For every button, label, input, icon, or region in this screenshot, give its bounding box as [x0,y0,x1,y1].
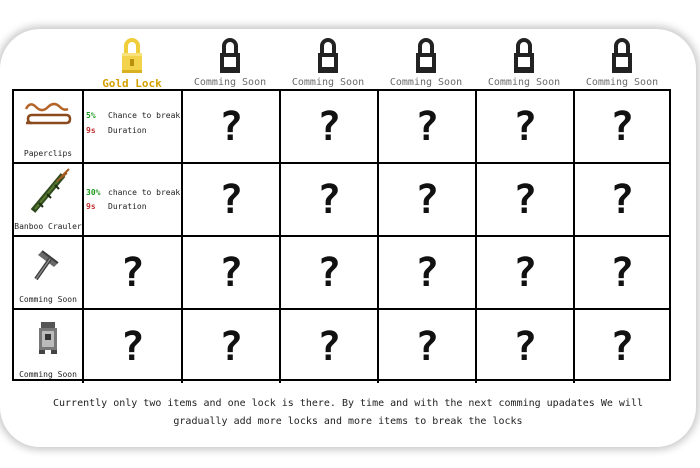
question-mark: ? [512,249,538,296]
unknown-cell [281,237,379,308]
locks-header [83,37,673,92]
black-lock-icon [414,37,438,75]
pickaxe-icon [28,245,68,285]
paperclip-icon [22,97,74,129]
black-lock-icon [512,37,536,75]
unknown-cell [281,91,379,162]
unknown-cell [379,91,477,162]
question-mark: ? [414,176,440,223]
unknown-cell [281,310,379,383]
chance-label: Chance to break [108,111,181,120]
grid-row [14,91,669,164]
black-lock-icon [316,37,340,75]
unknown-cell [477,310,575,383]
footer-line: gradually add more locks and more items to break the locks [173,416,523,427]
unknown-cell [379,237,477,308]
grid-row [14,237,669,310]
lock-column [377,37,475,92]
unknown-cell [477,91,575,162]
unknown-cell [477,164,575,235]
lock-label: Comming Soon [389,77,463,88]
item-name: Banboo Crauler [14,222,82,231]
lock-column-gold [83,37,181,92]
item-cell [14,164,84,235]
grid-row [14,310,669,383]
lock-label: Comming Soon [291,77,365,88]
unknown-cell [575,310,669,383]
duration-label: Duration [108,126,147,135]
lock-label: Gold Lock [102,77,162,90]
question-mark: ? [414,103,440,150]
unknown-cell [379,164,477,235]
duration-label: Duration [108,202,147,211]
chance-value: 5% [86,111,96,120]
lock-label: Comming Soon [487,77,561,88]
item-cell [14,237,84,308]
unknown-cell [84,310,183,383]
question-mark: ? [512,176,538,223]
question-mark: ? [218,323,244,370]
unknown-cell [379,310,477,383]
question-mark: ? [609,323,635,370]
question-mark: ? [414,249,440,296]
question-mark: ? [120,249,145,296]
lock-column [573,37,671,92]
item-cell [14,91,84,162]
footer-note [30,395,666,431]
black-lock-icon [610,37,634,75]
unknown-cell [575,237,669,308]
unknown-cell [183,310,281,383]
unknown-cell [183,164,281,235]
question-mark: ? [609,176,635,223]
grid-row [14,164,669,237]
unknown-cell [183,91,281,162]
lock-label: Comming Soon [193,77,267,88]
item-cell [14,310,84,383]
duration-value: 9s [86,202,96,211]
chance-value: 30% [86,188,101,197]
item-name: Comming Soon [19,370,77,379]
question-mark: ? [316,323,342,370]
chance-stat [86,111,180,120]
duration-stat [86,126,147,135]
question-mark: ? [609,103,635,150]
unknown-cell [477,237,575,308]
lock-column [475,37,573,92]
stat-cell [84,91,183,162]
bamboo-crawler-icon [23,167,73,217]
lock-column [279,37,377,92]
question-mark: ? [512,323,538,370]
question-mark: ? [316,249,342,296]
stat-cell [84,164,183,235]
items-locks-grid [12,89,671,381]
item-name: Paperclips [23,149,73,158]
chance-label: chance to break [108,188,181,197]
duration-stat [86,202,147,211]
unknown-cell [575,164,669,235]
question-mark: ? [218,103,244,150]
info-card [0,29,696,447]
duration-value: 9s [86,126,96,135]
question-mark: ? [316,103,342,150]
item-name: Comming Soon [19,295,77,304]
gold-lock-icon [120,37,144,75]
question-mark: ? [316,176,342,223]
unknown-cell [84,237,183,308]
question-mark: ? [609,249,635,296]
question-mark: ? [414,323,440,370]
unknown-cell [183,237,281,308]
question-mark: ? [218,249,244,296]
lockpick-tool-icon [33,320,63,356]
question-mark: ? [512,103,538,150]
unknown-cell [575,91,669,162]
lock-label: Comming Soon [585,77,659,88]
footer-line: Currently only two items and one lock is there. By time and with the next comming upadates We will [52,398,643,409]
question-mark: ? [120,323,145,370]
unknown-cell [281,164,379,235]
lock-column [181,37,279,92]
black-lock-icon [218,37,242,75]
question-mark: ? [218,176,244,223]
chance-stat [86,188,180,197]
